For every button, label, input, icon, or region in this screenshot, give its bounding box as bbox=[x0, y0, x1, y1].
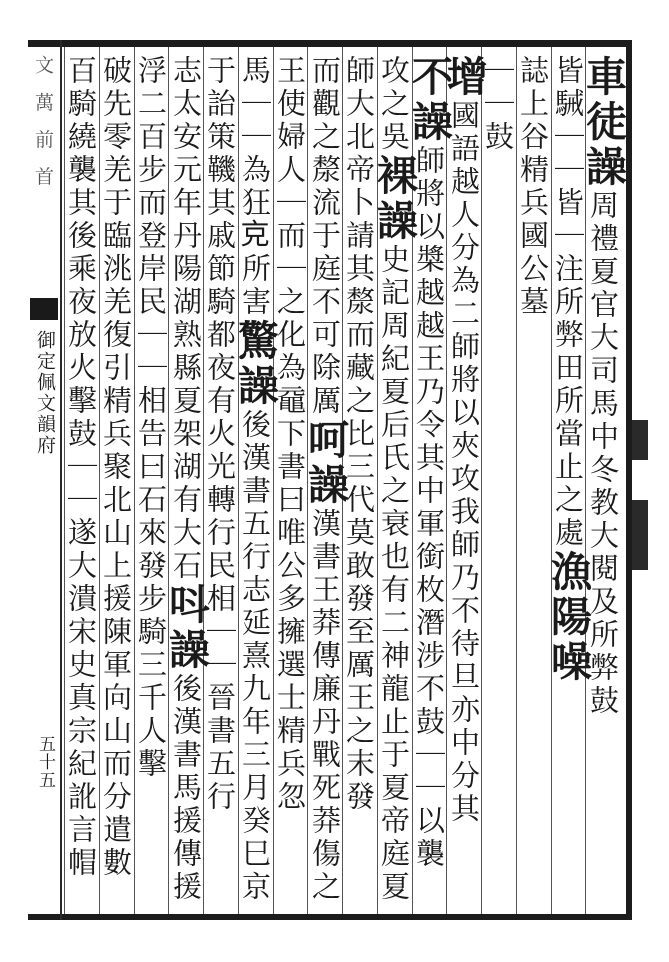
edge-mark bbox=[632, 500, 648, 570]
text-column bbox=[513, 55, 553, 910]
page-number: 五十五 bbox=[35, 735, 55, 789]
entry-text: 馬｜｜為狂𠑽所害 bbox=[238, 55, 272, 319]
entry-text: 帝卜請其漦而藏之比三代莫敢發至厲王之末發 bbox=[342, 154, 376, 814]
entry-text: 國語越人分為二師將以夾攻我師乃不待旦亦中分其 bbox=[447, 100, 481, 826]
text-column bbox=[478, 55, 518, 910]
text-column bbox=[270, 55, 310, 910]
entry-text: ｜｜鼓 bbox=[481, 55, 515, 154]
text-column bbox=[579, 55, 627, 910]
entry-text: 發步騎三千人擊 bbox=[134, 550, 168, 781]
entry-text: 周禮夏官大司馬中冬教大閱及所弊鼓 bbox=[586, 190, 620, 718]
text-column bbox=[544, 55, 592, 910]
entry-text: 志太安元年丹陽湖熟縣夏架湖有大石 bbox=[169, 55, 203, 583]
entry-text: 史記周紀夏后氏之衰也有二神龍止于夏帝庭夏 bbox=[377, 244, 411, 904]
entry-text: 漢書王莽傳廉丹戰死莽傷之 bbox=[308, 508, 342, 904]
text-column bbox=[162, 55, 210, 910]
entry-heading: 驚譟 bbox=[231, 319, 279, 409]
entry-text: 百騎繞襲其後乘夜放火擊鼓｜｜遂大潰宋史真宗紀訛言帽 bbox=[64, 55, 98, 880]
entry-text: 誌上谷精兵 bbox=[516, 55, 550, 220]
text-column bbox=[131, 55, 171, 910]
edge-mark bbox=[632, 420, 648, 460]
frame-top-border bbox=[28, 40, 632, 47]
entry-heading: 增 bbox=[440, 55, 488, 100]
text-column bbox=[200, 55, 240, 910]
frame-bottom-border bbox=[28, 914, 632, 920]
entry-heading: 漁陽噪 bbox=[544, 550, 592, 685]
entry-text: 王使婦人｜而｜之化為黿 bbox=[273, 55, 307, 418]
text-column bbox=[301, 55, 349, 910]
text-column bbox=[440, 55, 488, 910]
entry-text: 都夜有火光轉行民相｜｜晉書五行 bbox=[203, 319, 237, 814]
text-column bbox=[231, 55, 279, 910]
entry-text: 于詒策鞿其戚節騎 bbox=[203, 55, 237, 319]
text-column bbox=[96, 55, 136, 910]
entry-text: 國公墓 bbox=[516, 220, 550, 319]
text-column bbox=[61, 55, 101, 910]
entry-text: 浮二百步而登岸民｜｜相告曰石來 bbox=[134, 55, 168, 550]
entry-heading: 呵譟 bbox=[301, 418, 349, 508]
entry-text: 師大北 bbox=[342, 55, 376, 154]
entry-text: 後漢書馬援傳援 bbox=[169, 673, 203, 904]
entry-text: 攻之吳 bbox=[377, 55, 411, 154]
entry-text: 而觀之漦流于庭不可除厲 bbox=[308, 55, 342, 418]
entry-text: 皆駴｜｜皆｜注所弊田所當止之處 bbox=[551, 55, 585, 550]
text-column bbox=[370, 55, 418, 910]
fishtail-mark bbox=[30, 298, 58, 320]
entry-text: 下書曰唯公多擁選士精兵忽 bbox=[273, 418, 307, 814]
entry-heading: 不譟 bbox=[405, 55, 453, 145]
entry-text: 破先零羌于臨洮羌復引精兵聚北山上援陳軍向山而分遣數 bbox=[99, 55, 133, 880]
margin-top-text: 文 萬 前 首 bbox=[32, 55, 54, 192]
entry-text: 後漢書五行志延熹九年三月癸巳京 bbox=[238, 409, 272, 904]
entry-heading: 呌譟 bbox=[162, 583, 210, 673]
entry-heading: 裸譟 bbox=[370, 154, 418, 244]
entry-text: 師將以槳越越王乃令其中軍銜枚潛涉不鼓｜｜以襲 bbox=[412, 145, 446, 871]
book-title: 御定佩文韻府 bbox=[34, 330, 56, 456]
entry-heading: 車徒譟 bbox=[579, 55, 627, 190]
